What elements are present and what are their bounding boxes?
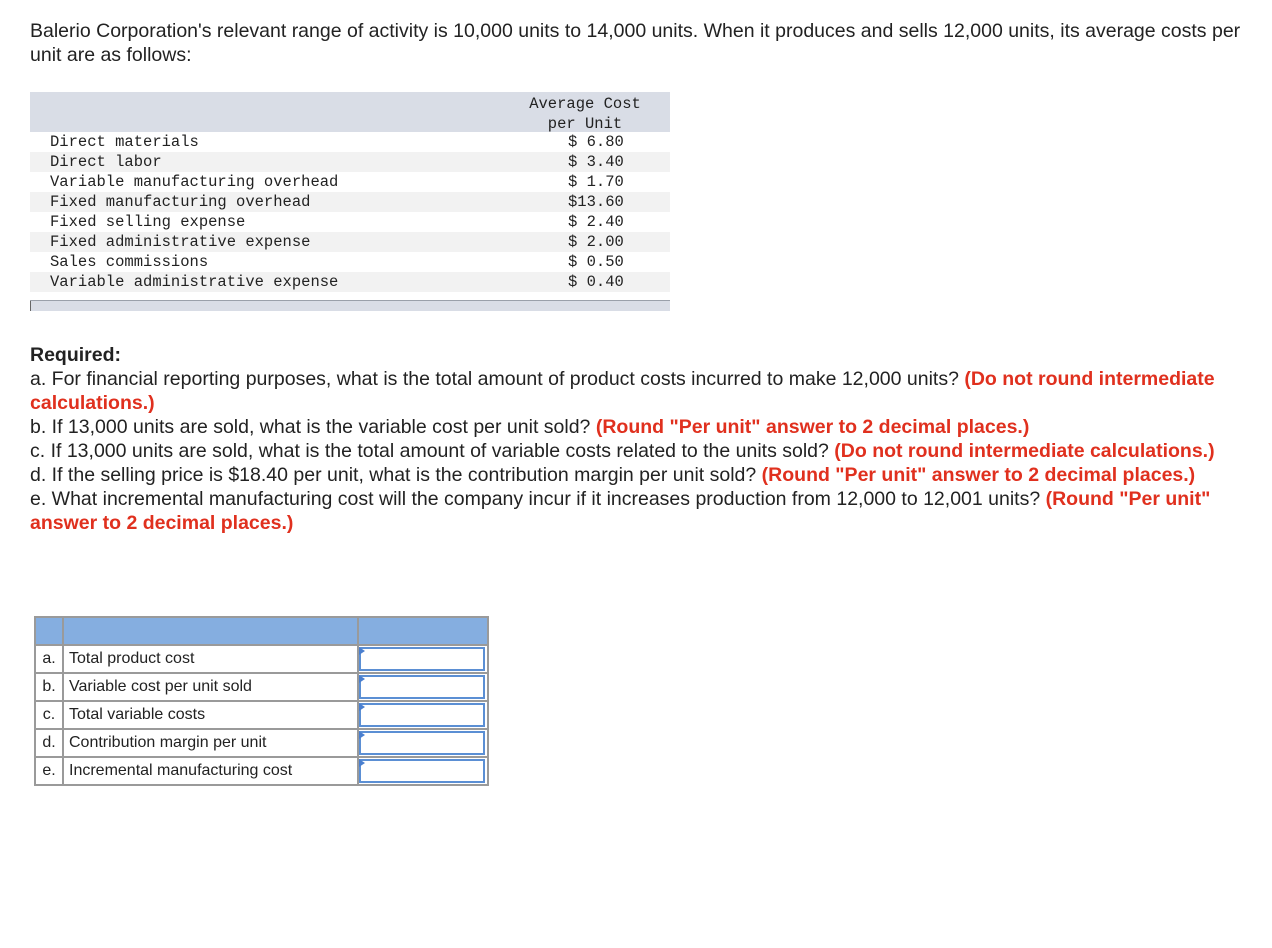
cost-value: $ 0.40 [568, 273, 624, 291]
question-hint: (Do not round intermediate calculations.) [30, 368, 1215, 414]
cost-value: $ 2.40 [568, 213, 624, 231]
cost-value: $ 1.70 [568, 173, 624, 191]
cost-label: Sales commissions [50, 253, 209, 271]
cost-value: $ 0.50 [568, 253, 624, 271]
answer-row [35, 701, 488, 729]
cost-table [30, 92, 670, 311]
row-label: Total variable costs [63, 701, 358, 729]
answer-input-a[interactable] [359, 647, 485, 671]
input-marker-icon [359, 703, 365, 711]
cost-table-footer [30, 300, 670, 311]
row-letter: d. [35, 729, 63, 757]
cost-label: Variable administrative expense [50, 273, 339, 291]
answer-cell [358, 701, 488, 729]
answer-input-e[interactable] [359, 759, 485, 783]
cost-label: Direct materials [50, 133, 199, 151]
question-text: b. If 13,000 units are sold, what is the variable cost per unit sold? [30, 416, 591, 438]
header-cell [358, 617, 488, 645]
answer-row [35, 673, 488, 701]
input-marker-icon [359, 731, 365, 739]
question-text: a. For financial reporting purposes, what is the total amount of product costs incurred to make 12,000 units? [30, 368, 959, 390]
row-letter: c. [35, 701, 63, 729]
answer-input-d[interactable] [359, 731, 485, 755]
answer-row [35, 645, 488, 673]
question-text: d. If the selling price is $18.40 per unit, what is the contribution margin per unit sold? [30, 464, 757, 486]
row-letter: e. [35, 757, 63, 785]
question-e [30, 487, 1245, 535]
answer-row [35, 729, 488, 757]
question-text: e. What incremental manufacturing cost will the company incur if it increases production from 12,000 to 12,001 units? [30, 488, 1041, 510]
cost-value: $ 6.80 [568, 133, 624, 151]
answer-row [35, 757, 488, 785]
row-label: Total product cost [63, 645, 358, 673]
input-marker-icon [359, 647, 365, 655]
cost-label: Direct labor [50, 153, 162, 171]
row-label: Contribution margin per unit [63, 729, 358, 757]
input-marker-icon [359, 759, 365, 767]
cost-label: Variable manufacturing overhead [50, 173, 339, 191]
question-c [30, 439, 1245, 463]
cost-value: $ 3.40 [568, 153, 624, 171]
average-cost-header: Average Cost per Unit [529, 95, 641, 133]
problem-intro: Balerio Corporation's relevant range of activity is 10,000 units to 14,000 units. When it produces and sells 12,000 units, its average costs per unit are as follows: [30, 20, 1241, 66]
answer-cell [358, 729, 488, 757]
cost-row [30, 272, 670, 292]
question-hint: (Round "Per unit" answer to 2 decimal places.) [761, 464, 1196, 486]
cost-row [30, 152, 670, 172]
cost-label: Fixed manufacturing overhead [50, 193, 311, 211]
question-d [30, 463, 1245, 487]
cost-row [30, 132, 670, 152]
header-cell [35, 617, 63, 645]
question-text: c. If 13,000 units are sold, what is the total amount of variable costs related to the units sold? [30, 440, 829, 462]
row-label: Variable cost per unit sold [63, 673, 358, 701]
row-label: Incremental manufacturing cost [63, 757, 358, 785]
answer-input-c[interactable] [359, 703, 485, 727]
cost-value: $ 2.00 [568, 233, 624, 251]
cost-table-header [30, 92, 670, 132]
cost-row [30, 212, 670, 232]
answer-table-header [35, 617, 488, 645]
cost-label: Fixed selling expense [50, 213, 246, 231]
cost-label: Fixed administrative expense [50, 233, 311, 251]
cost-row [30, 252, 670, 272]
row-letter: b. [35, 673, 63, 701]
row-letter: a. [35, 645, 63, 673]
question-hint: (Round "Per unit" answer to 2 decimal places.) [30, 488, 1211, 534]
question-a [30, 367, 1245, 415]
answer-cell [358, 645, 488, 673]
required-section [30, 343, 1245, 535]
cost-row [30, 232, 670, 252]
answer-input-b[interactable] [359, 675, 485, 699]
cost-row [30, 172, 670, 192]
question-hint: (Round "Per unit" answer to 2 decimal places.) [595, 416, 1030, 438]
input-marker-icon [359, 675, 365, 683]
header-cell [63, 617, 358, 645]
cost-value: $13.60 [568, 193, 624, 211]
cost-row [30, 192, 670, 212]
answer-cell [358, 757, 488, 785]
question-b [30, 415, 1245, 439]
required-title: Required: [30, 344, 122, 366]
question-hint: (Do not round intermediate calculations.) [834, 440, 1215, 462]
answer-table [34, 616, 489, 786]
answer-cell [358, 673, 488, 701]
